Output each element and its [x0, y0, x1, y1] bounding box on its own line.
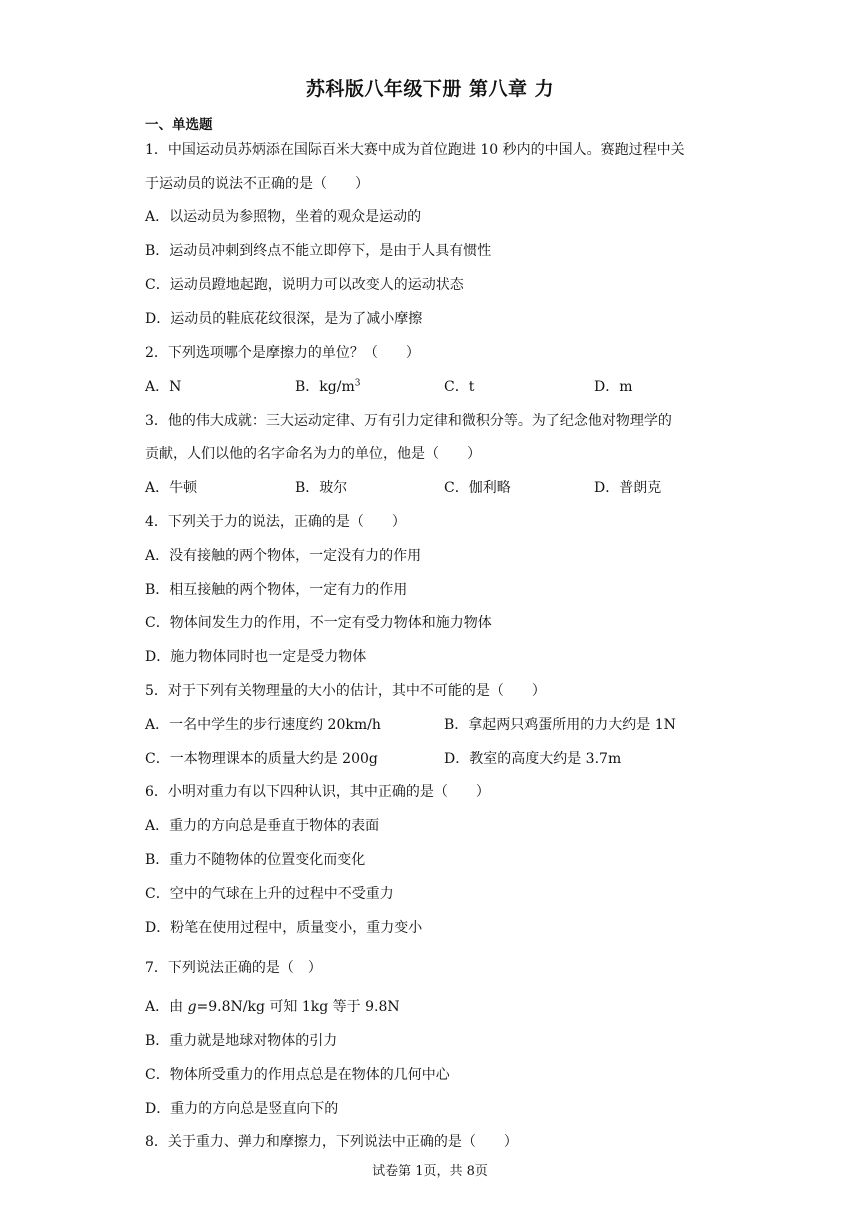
q6-option-b: B．重力不随物体的位置变化而变化 — [145, 852, 366, 868]
page-footer: 试卷第 1页，共 8页 — [372, 1164, 488, 1179]
q3-option-c: C．伽利略 — [444, 480, 511, 496]
q1-stem-line1: 1．中国运动员苏炳添在国际百米大赛中成为首位跑进 10 秒内的中国人。赛跑过程中关 — [145, 142, 685, 158]
q6-option-a: A．重力的方向总是垂直于物体的表面 — [145, 818, 380, 834]
q2-option-b — [295, 377, 360, 397]
q1-option-b: B．运动员冲刺到终点不能立即停下，是由于人具有惯性 — [145, 243, 492, 259]
page-title: 苏科版八年级下册 第八章 力 — [305, 78, 555, 100]
q2-option-c: C．t — [444, 379, 475, 395]
q1-option-d: D．运动员的鞋底花纹很深，是为了减小摩擦 — [145, 311, 423, 327]
q6-option-d: D．粉笔在使用过程中，质量变小，重力变小 — [145, 920, 423, 936]
q4-stem: 4．下列关于力的说法，正确的是（ ） — [145, 514, 406, 530]
q8-stem: 8．关于重力、弹力和摩擦力，下列说法中正确的是（ ） — [145, 1134, 518, 1150]
q3-option-a: A．牛顿 — [145, 480, 198, 496]
q6-option-c: C．空中的气球在上升的过程中不受重力 — [145, 886, 394, 902]
q2-option-d: D．m — [594, 379, 633, 395]
q5-option-c: C．一本物理课本的质量大约是 200g — [145, 751, 378, 767]
q5-option-b: B．拿起两只鸡蛋所用的力大约是 1N — [444, 717, 676, 733]
q6-stem: 6．小明对重力有以下四种认识，其中正确的是（ ） — [145, 784, 490, 800]
q4-option-a: A．没有接触的两个物体，一定没有力的作用 — [145, 548, 422, 564]
q3-stem-line1: 3．他的伟大成就：三大运动定律、万有引力定律和微积分等。为了纪念他对物理学的 — [145, 413, 672, 429]
q4-option-c: C．物体间发生力的作用，不一定有受力物体和施力物体 — [145, 615, 492, 631]
q7-option-a-g: g — [187, 999, 197, 1015]
q4-option-d: D．施力物体同时也一定是受力物体 — [145, 649, 367, 665]
q2-option-b-superscript: 3 — [354, 378, 361, 389]
q1-stem-line2: 于运动员的说法不正确的是（ ） — [145, 176, 369, 192]
q2-option-b-text: B．kg/m — [295, 379, 355, 395]
q3-option-d: D．普朗克 — [594, 480, 662, 496]
section-heading: 一、单选题 — [145, 117, 213, 133]
q7-option-a-suffix: =9.8N/kg 可知 1kg 等于 9.8N — [196, 999, 400, 1015]
q7-option-a-prefix: A．由 — [145, 999, 188, 1015]
q2-stem: 2．下列选项哪个是摩擦力的单位？（ ） — [145, 345, 420, 361]
q3-stem-line2: 贡献，人们以他的名字命名为力的单位，他是（ ） — [145, 446, 481, 462]
q4-option-b: B．相互接触的两个物体，一定有力的作用 — [145, 582, 408, 598]
q2-option-a: A．N — [145, 379, 182, 395]
q1-option-a: A．以运动员为参照物，坐着的观众是运动的 — [145, 209, 422, 225]
q7-option-c: C．物体所受重力的作用点总是在物体的几何中心 — [145, 1067, 450, 1083]
q5-option-d: D．教室的高度大约是 3.7m — [444, 751, 622, 767]
q7-option-d: D．重力的方向总是竖直向下的 — [145, 1101, 339, 1117]
q5-stem: 5．对于下列有关物理量的大小的估计，其中不可能的是（ ） — [145, 683, 546, 699]
q1-option-c: C．运动员蹬地起跑，说明力可以改变人的运动状态 — [145, 277, 464, 293]
q7-option-a — [145, 997, 400, 1017]
q3-option-b: B．玻尔 — [295, 480, 348, 496]
q5-option-a: A．一名中学生的步行速度约 20km/h — [145, 717, 381, 733]
q7-option-b: B．重力就是地球对物体的引力 — [145, 1033, 338, 1049]
q7-stem: 7．下列说法正确的是（ ） — [145, 960, 322, 976]
